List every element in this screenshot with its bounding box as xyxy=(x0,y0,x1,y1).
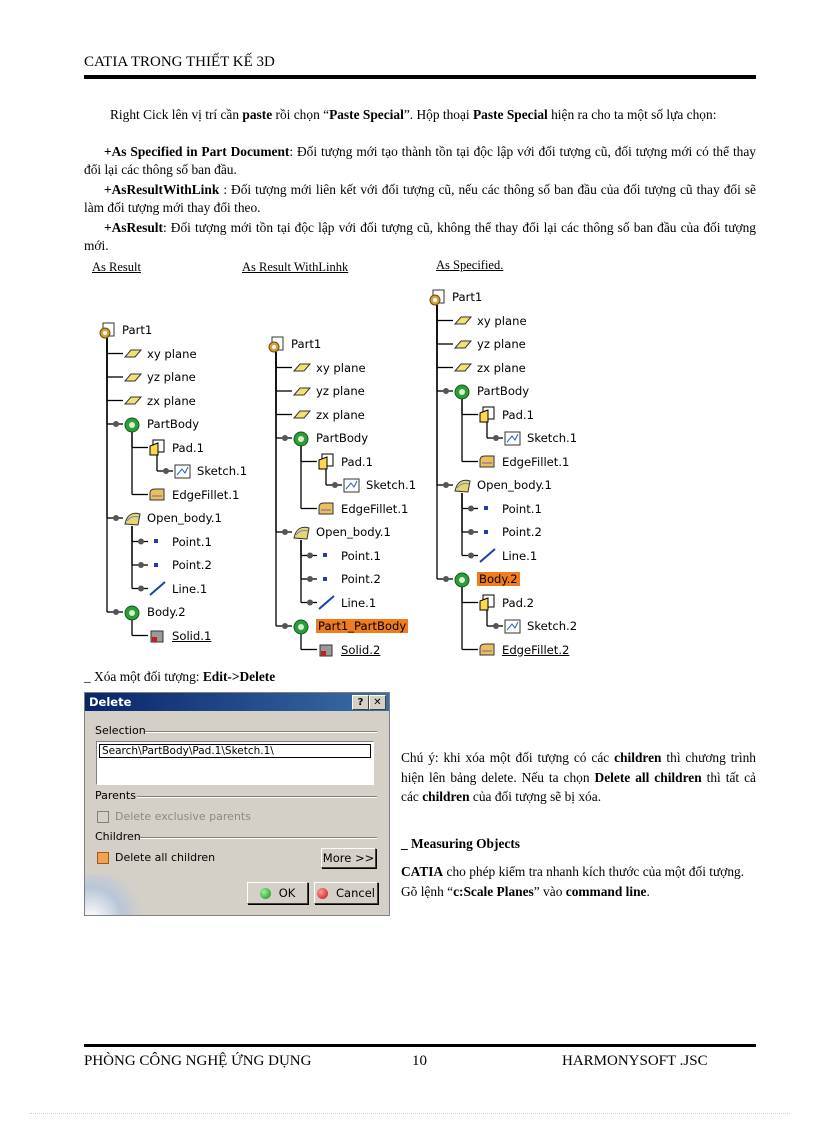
tree-expander-icon[interactable] xyxy=(113,421,119,427)
more-button[interactable]: More >> xyxy=(321,848,376,868)
plane-icon xyxy=(453,359,472,376)
text-run: . xyxy=(646,883,650,899)
text-run: : Đối tượng mới tạo thành tồn tại độc lập với đối tượng cũ, đối tượng mới có thể thay đổi lại các thông số ban đầu. xyxy=(84,144,757,177)
tree-node[interactable] xyxy=(478,500,542,518)
body-icon xyxy=(292,430,311,447)
line-icon xyxy=(478,547,497,564)
tree-node-label: Solid.1 xyxy=(172,628,212,643)
fillet-icon xyxy=(478,453,497,470)
point-icon xyxy=(478,500,497,517)
tree-expander-icon[interactable] xyxy=(493,623,499,629)
openbody-icon xyxy=(453,477,472,494)
text-run: hiện ra cho ta một số lựa chọn: xyxy=(547,107,717,122)
tree-node[interactable] xyxy=(148,439,204,457)
plane-icon xyxy=(292,406,311,423)
plane-icon xyxy=(292,359,311,376)
caption-as-result: As Result xyxy=(92,260,141,274)
pad-icon xyxy=(317,453,336,470)
text-run: thì tất cả các xyxy=(401,769,756,804)
tree-node[interactable] xyxy=(148,580,207,598)
tree-node[interactable] xyxy=(453,382,529,400)
tree-node-label: yz plane xyxy=(477,337,526,351)
tree-node-label: Pad.1 xyxy=(502,407,534,422)
tree-node[interactable] xyxy=(503,429,577,447)
tree-expander-icon[interactable] xyxy=(113,515,119,521)
dialog-watermark-graphic xyxy=(85,875,145,915)
header-rule xyxy=(84,75,756,79)
plane-icon xyxy=(123,369,142,386)
tree-expander-icon[interactable] xyxy=(282,623,288,629)
plane-icon xyxy=(453,312,472,329)
cancel-button[interactable] xyxy=(314,882,378,904)
caption-as-specified: As Specified. xyxy=(436,258,504,272)
text-bold: +AsResult xyxy=(104,220,163,235)
tree-expander-icon[interactable] xyxy=(443,482,449,488)
tree-node-label: Line.1 xyxy=(502,548,538,563)
dialog-title-bar xyxy=(85,693,389,711)
tree-node-label: Line.1 xyxy=(341,595,377,610)
tree-node-label: Sketch.1 xyxy=(527,431,578,445)
tree-node-label: yz plane xyxy=(147,370,196,384)
solid-icon xyxy=(317,641,336,658)
tree-node-label: xy plane xyxy=(477,313,527,328)
tree-node-label: Sketch.2 xyxy=(527,619,578,633)
tree-node[interactable] xyxy=(478,594,534,612)
tree-node-label: zx plane xyxy=(147,393,196,408)
selection-label: Selection xyxy=(95,724,146,737)
tree-expander-icon[interactable] xyxy=(138,562,144,568)
tree-node-label: PartBody xyxy=(477,384,530,398)
tree-node[interactable] xyxy=(342,476,416,494)
tree-node[interactable] xyxy=(478,641,569,659)
tree-node[interactable] xyxy=(453,570,520,588)
plane-icon xyxy=(123,392,142,409)
tree-node-label: zx plane xyxy=(316,407,365,422)
tree-node-label: Point.1 xyxy=(341,548,381,563)
tree-node[interactable] xyxy=(453,359,526,377)
tree-node-label: Body.2 xyxy=(147,605,186,619)
point-icon xyxy=(317,547,336,564)
text-run: : Đối tượng mới liên kết với đối tượng cũ, nếu các thông số ban đầu của đối tượng cũ thay đổi sẽ làm đối tượng mới thay đổi theo. xyxy=(84,182,756,215)
help-button[interactable]: ? xyxy=(352,695,369,710)
text-run: thì chương trình hiện lên bảng delete. Nếu ta chọn xyxy=(401,750,756,785)
point-icon xyxy=(317,571,336,588)
delete-instruction xyxy=(84,669,275,685)
tree-node[interactable] xyxy=(317,453,373,471)
checkbox-box[interactable] xyxy=(97,811,109,823)
openbody-icon xyxy=(292,524,311,541)
tree-node[interactable] xyxy=(123,345,197,363)
line-icon xyxy=(148,580,167,597)
point-icon xyxy=(148,533,167,550)
text-bold: paste xyxy=(242,107,273,122)
text-run: Gõ lệnh “ xyxy=(401,883,454,899)
tree-node-label: xy plane xyxy=(147,346,197,361)
tree-node-label: yz plane xyxy=(316,384,365,398)
tree-node[interactable] xyxy=(428,288,482,306)
tree-node-label: Part1 xyxy=(122,323,153,337)
tree-node[interactable] xyxy=(292,429,368,447)
pad-icon xyxy=(148,439,167,456)
tree-node-label: Pad.1 xyxy=(341,454,373,469)
tree-node-label: PartBody xyxy=(316,431,369,445)
tree-expander-icon[interactable] xyxy=(443,388,449,394)
tree-expander-icon[interactable] xyxy=(443,576,449,582)
delete-all-children-checkbox[interactable] xyxy=(97,851,215,864)
fillet-icon xyxy=(478,641,497,658)
sketch-icon xyxy=(503,430,522,447)
tree-node[interactable] xyxy=(453,476,552,494)
tree-node-label: Body.2 xyxy=(479,572,518,586)
tree-node[interactable] xyxy=(292,382,365,400)
tree-node-label: PartBody xyxy=(147,417,200,431)
tree-node[interactable] xyxy=(173,462,247,480)
line-icon xyxy=(317,594,336,611)
intro-paragraph xyxy=(84,106,756,124)
tree-node[interactable] xyxy=(267,335,321,353)
checkbox-label: Delete all children xyxy=(115,851,216,864)
option-as-result xyxy=(84,219,756,254)
page-header-title: CATIA TRONG THIẾT KẾ 3D xyxy=(84,54,275,70)
checkbox-box-checked[interactable] xyxy=(97,852,109,864)
tree-node[interactable] xyxy=(503,617,577,635)
tree-node-label: Pad.1 xyxy=(172,440,204,455)
tree-node-label: Part1 xyxy=(291,337,322,351)
delete-exclusive-parents-checkbox[interactable] xyxy=(97,810,251,823)
tree-node[interactable] xyxy=(123,392,196,410)
tree-node-label: EdgeFillet.1 xyxy=(341,501,409,516)
tree-node-label: Open_body.1 xyxy=(147,511,222,525)
text-run: Chú ý: khi xóa một đối tượng có các xyxy=(401,750,615,765)
measuring-heading: _ Measuring Objects xyxy=(401,836,521,851)
solid-icon xyxy=(148,627,167,644)
tree-node[interactable] xyxy=(317,547,381,565)
tree-expander-icon[interactable] xyxy=(307,553,313,559)
selection-item[interactable]: Search\PartBody\Pad.1\Sketch.1\ xyxy=(99,744,371,758)
tree-node[interactable] xyxy=(148,533,212,551)
plane-icon xyxy=(123,345,142,362)
tree-node[interactable] xyxy=(292,617,408,635)
option-as-result-with-link xyxy=(84,181,756,216)
delete-dialog xyxy=(84,692,390,916)
tree-node[interactable] xyxy=(453,335,526,353)
selection-list[interactable] xyxy=(96,741,374,785)
tree-node[interactable] xyxy=(292,406,365,424)
option-as-specified xyxy=(84,143,756,178)
delete-note xyxy=(401,748,756,807)
tree-node[interactable] xyxy=(148,556,212,574)
tree-node-label: EdgeFillet.1 xyxy=(172,487,240,502)
tree-expander-icon[interactable] xyxy=(468,506,474,512)
tree-node[interactable] xyxy=(478,453,569,471)
tree-node[interactable] xyxy=(123,368,196,386)
text-bold: command line xyxy=(565,883,647,899)
ok-icon xyxy=(260,888,271,899)
tree-expander-icon[interactable] xyxy=(113,609,119,615)
tree-node-label: EdgeFillet.2 xyxy=(502,642,570,657)
tree-node[interactable] xyxy=(123,415,199,433)
tree-node-label: Pad.2 xyxy=(502,595,534,610)
tree-expander-icon[interactable] xyxy=(282,529,288,535)
cancel-icon xyxy=(317,888,328,899)
plane-icon xyxy=(453,336,472,353)
parents-label: Parents xyxy=(95,789,136,802)
part-icon xyxy=(428,289,447,306)
point-icon xyxy=(148,557,167,574)
footer-page-number: 10 xyxy=(412,1053,427,1069)
sketch-icon xyxy=(173,463,192,480)
tree-node[interactable] xyxy=(148,627,211,645)
tree-expander-icon[interactable] xyxy=(307,600,313,606)
part-icon xyxy=(267,336,286,353)
tree-node[interactable] xyxy=(123,509,222,527)
tree-node[interactable] xyxy=(478,523,542,541)
children-label: Children xyxy=(95,830,141,843)
tree-node-label: Sketch.1 xyxy=(366,478,417,492)
tree-node[interactable] xyxy=(317,500,408,518)
pad-icon xyxy=(478,406,497,423)
dialog-title: Delete xyxy=(89,695,132,709)
measuring-text xyxy=(401,862,756,901)
tree-expander-icon[interactable] xyxy=(468,529,474,535)
body-icon xyxy=(123,416,142,433)
openbody-icon xyxy=(123,510,142,527)
text-bold: Paste Special xyxy=(329,107,404,122)
tree-node-label: Point.2 xyxy=(172,558,212,572)
checkbox-label: Delete exclusive parents xyxy=(115,810,251,823)
menu-path: Edit->Delete xyxy=(202,669,276,684)
group-divider xyxy=(145,731,377,733)
caption-as-result-with-link: As Result WithLinhk xyxy=(242,260,349,274)
fillet-icon xyxy=(148,486,167,503)
footer-company: HARMONYSOFT .JSC xyxy=(562,1053,708,1069)
text-bold: +AsResultWithLink xyxy=(104,182,220,197)
tree-node[interactable] xyxy=(317,594,376,612)
tree-node[interactable] xyxy=(292,359,366,377)
tree-node-label: Point.2 xyxy=(502,525,542,539)
tree-node[interactable] xyxy=(317,641,380,659)
point-icon xyxy=(478,524,497,541)
tree-node-label: Solid.2 xyxy=(341,642,381,657)
plane-icon xyxy=(292,383,311,400)
tree-node-label: Part1 xyxy=(452,290,483,304)
close-button[interactable]: ✕ xyxy=(369,695,386,710)
tree-node[interactable] xyxy=(148,486,239,504)
tree-node[interactable] xyxy=(317,570,381,588)
text-bold: children xyxy=(422,789,470,804)
tree-node[interactable] xyxy=(123,603,186,621)
tree-expander-icon[interactable] xyxy=(163,468,169,474)
pad-icon xyxy=(478,594,497,611)
body-icon xyxy=(453,383,472,400)
sketch-icon xyxy=(342,477,361,494)
footer-rule xyxy=(84,1044,756,1047)
tree-node[interactable] xyxy=(98,321,152,339)
text-bold: CATIA xyxy=(401,864,444,879)
part-icon xyxy=(98,322,117,339)
tree-node-label: Open_body.1 xyxy=(316,525,391,539)
tree-node-label: zx plane xyxy=(477,360,526,375)
ok-button[interactable] xyxy=(247,882,308,904)
tree-node[interactable] xyxy=(478,547,537,565)
tree-expander-icon[interactable] xyxy=(138,586,144,592)
tree-node-label: Part1_PartBody xyxy=(318,619,407,633)
tree-node-label: Open_body.1 xyxy=(477,478,552,492)
text-bold: Paste Special xyxy=(473,107,548,122)
body-icon xyxy=(292,618,311,635)
text-bold: children xyxy=(614,750,662,765)
tree-expander-icon[interactable] xyxy=(493,435,499,441)
tree-node-label: Point.1 xyxy=(502,501,542,516)
body-icon xyxy=(123,604,142,621)
tree-node[interactable] xyxy=(453,312,527,330)
text-run: _ Xóa một đối tượng: xyxy=(84,669,203,684)
tree-expander-icon[interactable] xyxy=(138,539,144,545)
tree-node-label: EdgeFillet.1 xyxy=(502,454,570,469)
text-run: Right Cick lên vị trí cần xyxy=(110,107,243,122)
tree-node-label: xy plane xyxy=(316,360,366,375)
tree-node[interactable] xyxy=(292,523,391,541)
text-run: : Đối tượng mới tồn tại độc lập với đối tượng cũ, không thể thay đổi lại các thông số ban đầu của đối tượng mới. xyxy=(84,220,756,253)
tree-node-label: Point.1 xyxy=(172,534,212,549)
footer-department: PHÒNG CÔNG NGHỆ ỨNG DỤNG xyxy=(84,1053,312,1069)
ok-label: OK xyxy=(278,886,296,900)
text-run: của đối tượng sẽ bị xóa. xyxy=(469,789,602,804)
tree-expander-icon[interactable] xyxy=(468,553,474,559)
cancel-label: Cancel xyxy=(336,886,375,900)
tree-node-label: Sketch.1 xyxy=(197,464,248,478)
text-run: ” vào xyxy=(533,883,566,899)
fillet-icon xyxy=(317,500,336,517)
tree-node-label: Line.1 xyxy=(172,581,208,596)
text-run: ”. Hộp thoại xyxy=(403,107,473,122)
text-run: rồi chọn “ xyxy=(272,107,330,122)
tree-expander-icon[interactable] xyxy=(307,576,313,582)
tree-expander-icon[interactable] xyxy=(282,435,288,441)
tree-node-label: Point.2 xyxy=(341,572,381,586)
tree-node[interactable] xyxy=(478,406,534,424)
tree-expander-icon[interactable] xyxy=(332,482,338,488)
body-icon xyxy=(453,571,472,588)
page-edge xyxy=(30,1113,790,1114)
text-bold: +As Specified in Part Document xyxy=(104,144,290,159)
text-bold: Delete all children xyxy=(594,769,702,785)
text-bold: c:Scale Planes xyxy=(453,883,534,899)
group-divider xyxy=(137,796,377,798)
sketch-icon xyxy=(503,618,522,635)
text-run: cho phép kiểm tra nhanh kích thước của một đối tượng. xyxy=(443,864,745,879)
group-divider xyxy=(140,837,377,839)
